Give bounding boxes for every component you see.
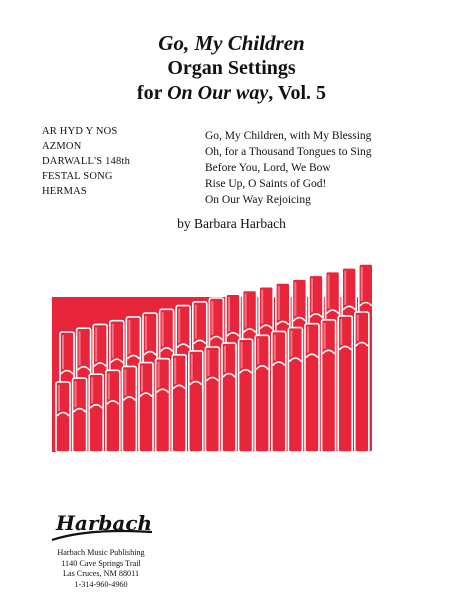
publisher-city: Las Cruces, NM 88011	[62, 569, 140, 578]
organ-pipe	[56, 382, 70, 452]
organ-pipe	[355, 312, 369, 452]
publisher-phone: 1-314-960-4960	[74, 579, 128, 589]
organ-pipe	[255, 335, 269, 452]
organ-pipe	[89, 374, 103, 452]
organ-pipe	[305, 324, 319, 452]
organ-pipe	[156, 359, 170, 452]
tune-item: HERMAS	[42, 186, 87, 197]
hymn-list	[205, 128, 371, 208]
subtitle-line1: Organ Settings	[167, 57, 296, 79]
title-block	[0, 30, 463, 106]
subtitle-volume: , Vol. 5	[268, 82, 327, 104]
tune-item: AR HYD Y NOS	[42, 126, 118, 137]
organ-pipe	[239, 339, 253, 452]
organ-pipe	[139, 363, 153, 452]
hymn-item: Before You, Lord, We Bow	[205, 162, 331, 174]
tune-item: DARWALL'S 148th	[42, 156, 131, 167]
organ-pipe	[322, 320, 336, 452]
organ-pipes-illustration	[52, 262, 372, 454]
page-title: Go, My Children	[158, 31, 305, 55]
publisher-street: 1140 Cave Springs Trail	[61, 558, 141, 568]
organ-pipe	[172, 355, 186, 452]
tune-item: AZMON	[42, 141, 82, 152]
author-credit: by Barbara Harbach	[177, 216, 286, 231]
organ-pipe	[122, 366, 136, 452]
organ-pipe	[222, 343, 236, 452]
publisher-info	[46, 548, 156, 590]
organ-pipe	[205, 347, 219, 452]
subtitle-collection: On Our way	[167, 82, 269, 104]
organ-pipe	[288, 328, 302, 452]
hymn-item: Oh, for a Thousand Tongues to Sing	[205, 146, 372, 158]
subtitle-prefix: for	[136, 82, 163, 104]
logo-text: Harbach	[56, 511, 153, 535]
organ-pipe	[73, 378, 87, 452]
harbach-logo	[48, 506, 158, 550]
organ-pipe	[189, 351, 203, 452]
hymn-item: Rise Up, O Saints of God!	[205, 178, 327, 190]
publisher-name: Harbach Music Publishing	[57, 548, 145, 557]
organ-pipe	[272, 331, 286, 452]
tune-item: FESTAL SONG	[42, 171, 113, 182]
subtitle-line2	[0, 81, 463, 106]
hymn-item: On Our Way Rejoicing	[205, 194, 311, 206]
hymn-item: Go, My Children, with My Blessing	[205, 130, 372, 142]
organ-pipe	[106, 370, 120, 452]
organ-pipe	[338, 316, 352, 452]
tune-list	[42, 124, 130, 199]
